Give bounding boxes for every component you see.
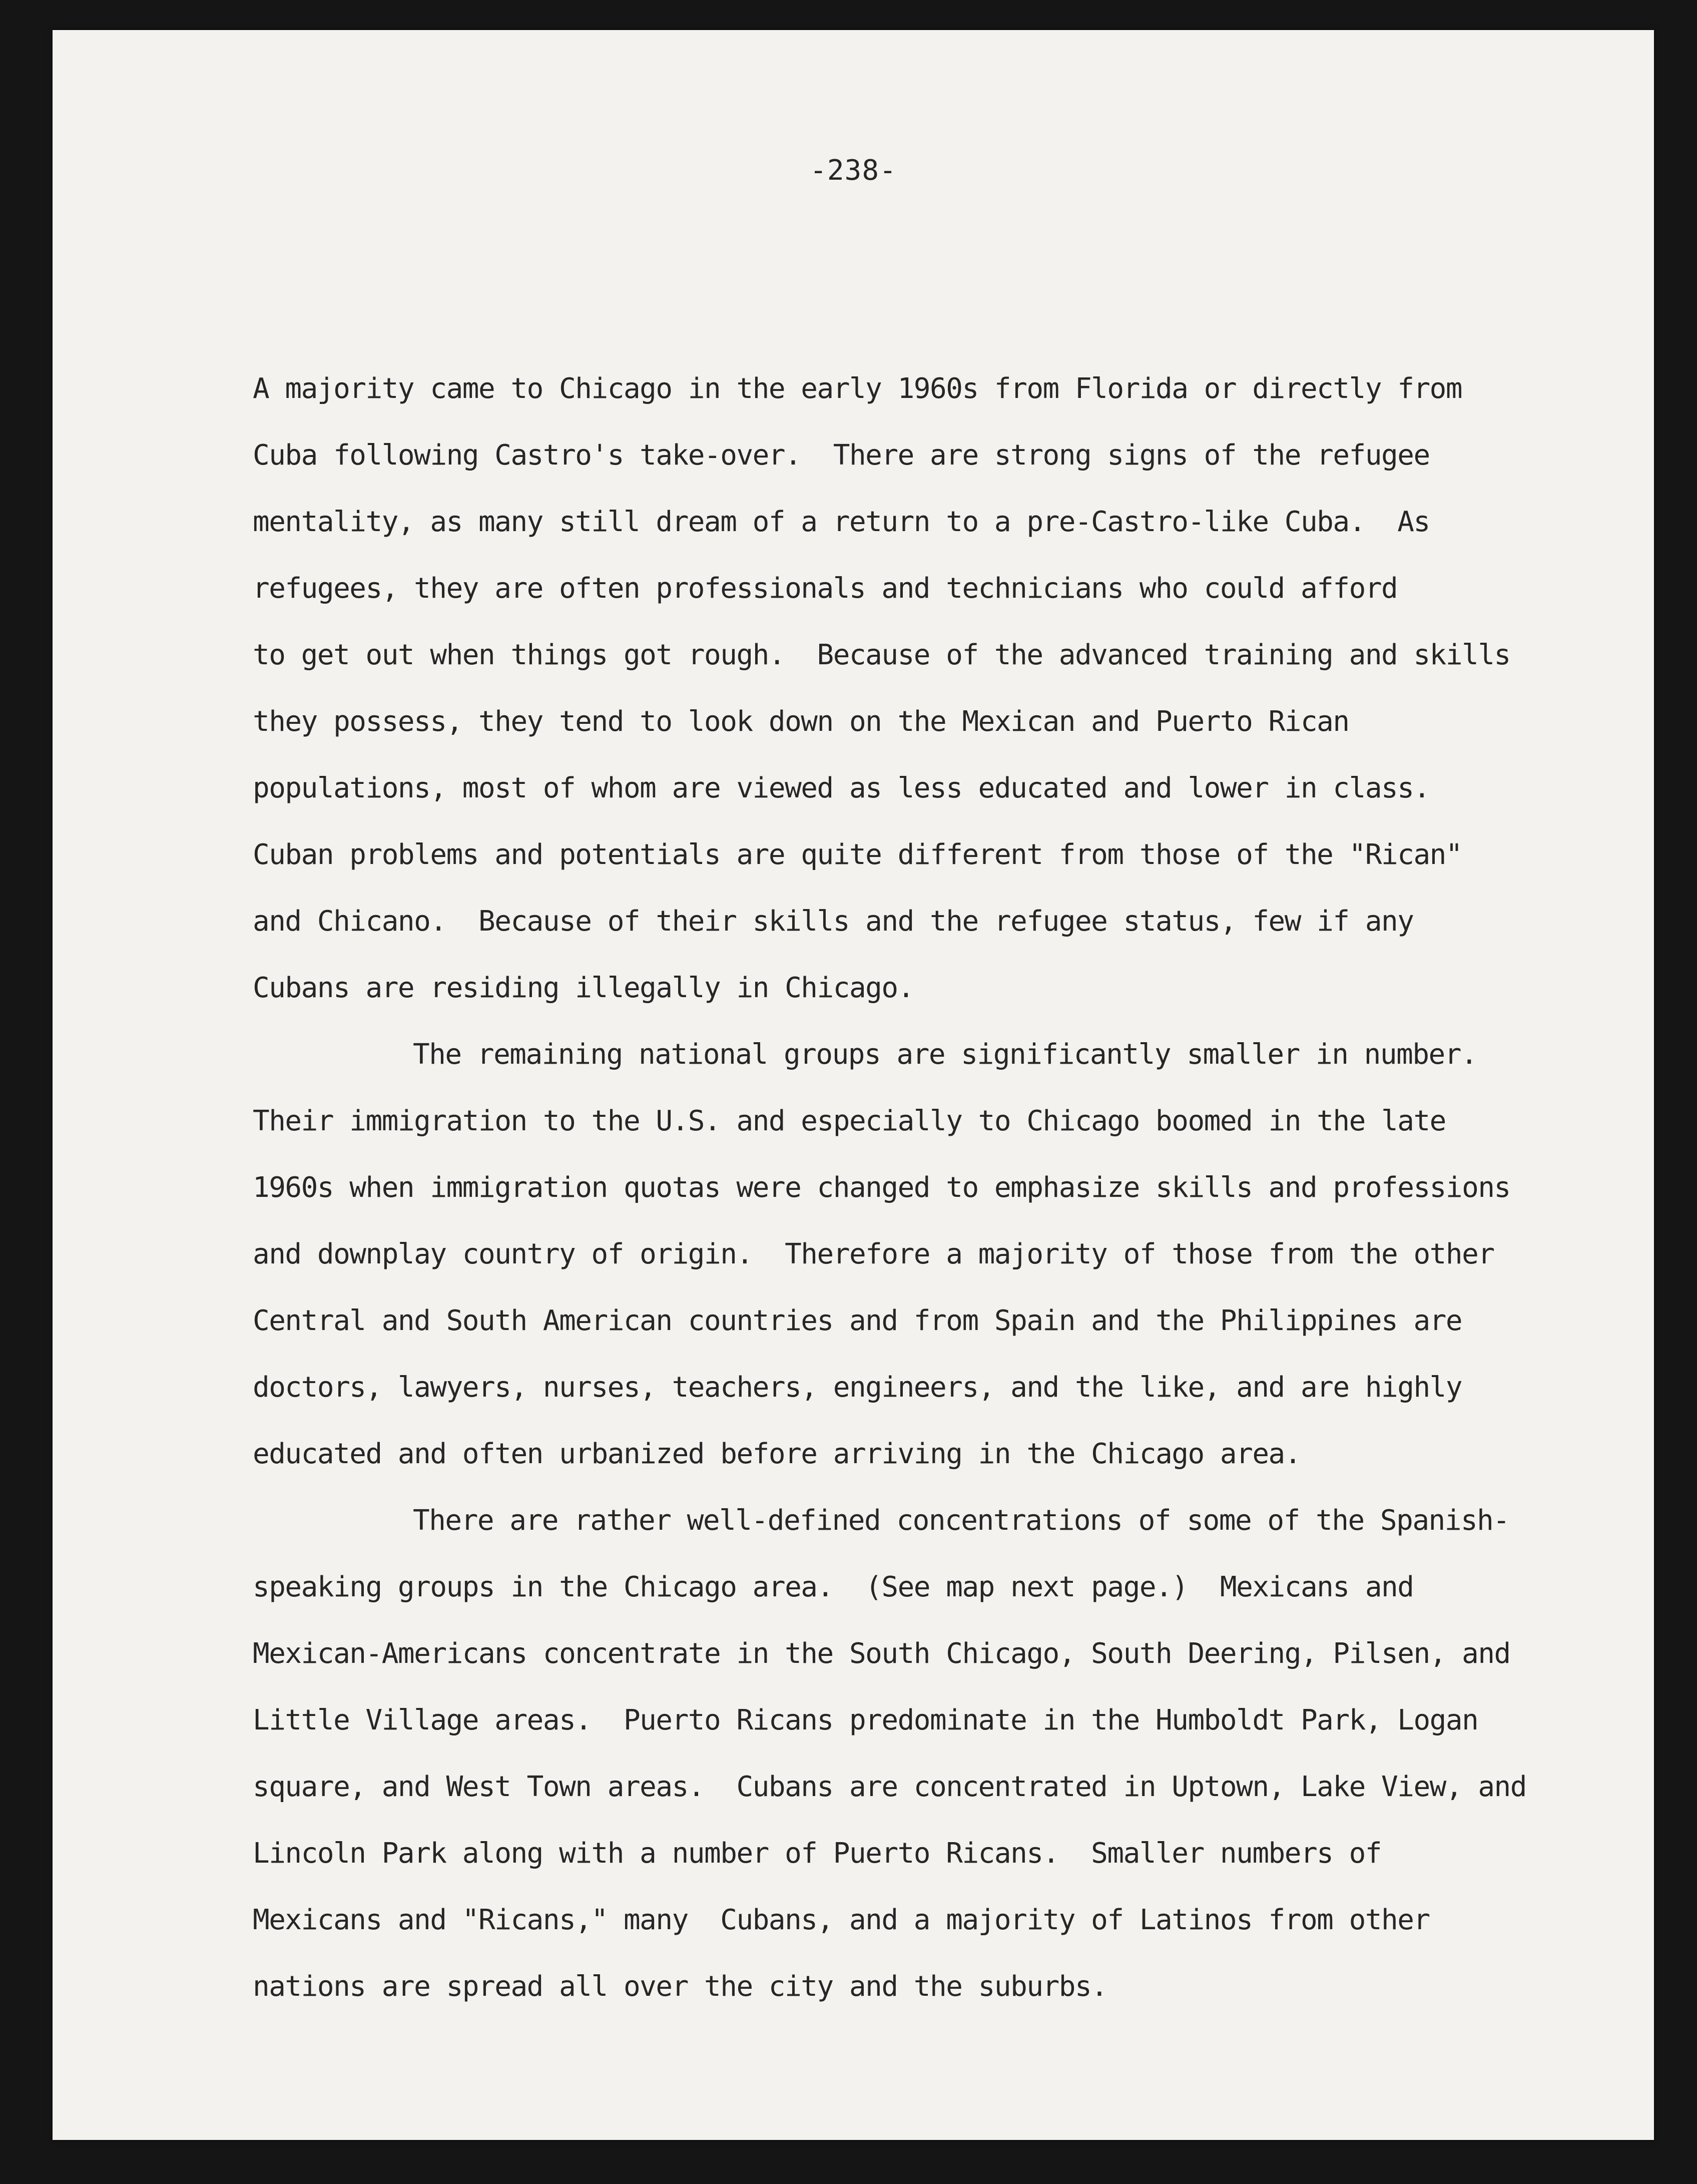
text-line: 1960s when immigration quotas were changed to emphasize skills and professions — [253, 1171, 1510, 1204]
text-line: Mexican-Americans concentrate in the South Chicago, South Deering, Pilsen, and — [253, 1637, 1510, 1670]
text-line: and Chicano. Because of their skills and the refugee status, few if any — [253, 905, 1414, 938]
text-line: Lincoln Park along with a number of Puerto Ricans. Smaller numbers of — [253, 1837, 1382, 1870]
page-number: -238- — [810, 154, 897, 187]
text-line: A majority came to Chicago in the early 1960s from Florida or directly from — [253, 372, 1462, 405]
text-line: educated and often urbanized before arriving in the Chicago area. — [253, 1438, 1301, 1470]
text-line: Cuba following Castro's take-over. There are strong signs of the refugee — [253, 439, 1430, 472]
text-line: populations, most of whom are viewed as less educated and lower in class. — [253, 772, 1430, 804]
text-line: and downplay country of origin. Therefore a majority of those from the other — [253, 1238, 1494, 1270]
text-line: they possess, they tend to look down on the Mexican and Puerto Rican — [253, 705, 1349, 738]
body-text — [253, 355, 1664, 2020]
text-line: Their immigration to the U.S. and especially to Chicago boomed in the late — [253, 1105, 1446, 1137]
text-line: Central and South American countries and from Spain and the Philippines are — [253, 1304, 1462, 1337]
text-line: doctors, lawyers, nurses, teachers, engineers, and the like, and are highly — [253, 1371, 1462, 1404]
text-line: speaking groups in the Chicago area. (See map next page.) Mexicans and — [253, 1571, 1414, 1603]
paragraph-start-line: There are rather well-defined concentrations of some of the Spanish- — [413, 1504, 1509, 1537]
text-line: Cuban problems and potentials are quite different from those of the "Rican" — [253, 838, 1462, 871]
text-line: nations are spread all over the city and the suburbs. — [253, 1970, 1107, 2003]
paragraph-start-line: The remaining national groups are significantly smaller in number. — [413, 1038, 1477, 1071]
text-line: Mexicans and "Ricans," many Cubans, and a majority of Latinos from other — [253, 1904, 1430, 1936]
text-line: Little Village areas. Puerto Ricans predominate in the Humboldt Park, Logan — [253, 1704, 1478, 1736]
text-line: refugees, they are often professionals and technicians who could afford — [253, 572, 1398, 605]
text-line: to get out when things got rough. Because of the advanced training and skills — [253, 639, 1510, 671]
text-line: square, and West Town areas. Cubans are concentrated in Uptown, Lake View, and — [253, 1771, 1526, 1803]
document-page — [53, 30, 1654, 2140]
text-line: Cubans are residing illegally in Chicago. — [253, 972, 914, 1004]
text-line: mentality, as many still dream of a return to a pre-Castro-like Cuba. As — [253, 506, 1430, 538]
